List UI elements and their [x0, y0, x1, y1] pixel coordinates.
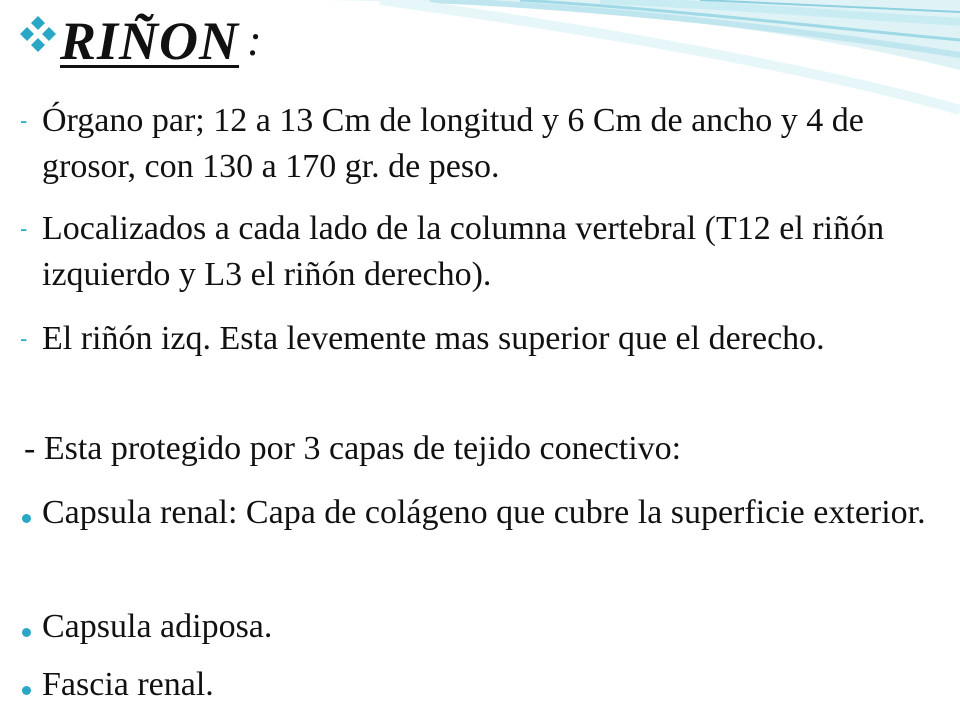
protection-intro-line: - Esta protegido por 3 capas de tejido conectivo:: [24, 430, 682, 467]
slide-title: RIÑON: [60, 11, 240, 71]
dash-bullet: -: [20, 326, 28, 351]
bullet-item: [20, 604, 935, 650]
dash-bullet: -: [20, 108, 28, 133]
dash-item-text: Órgano par; 12 a 13 Cm de longitud y 6 Cm de ancho y 4 de grosor, con 130 a 170 gr. de peso.: [42, 102, 864, 185]
dot-icon: [22, 628, 31, 637]
dot-icon: [22, 514, 31, 523]
title-colon: :: [247, 16, 262, 65]
dash-item-text: El riñón izq. Esta levemente mas superior que el derecho.: [42, 320, 825, 357]
bullet-item-text: Capsula adiposa.: [42, 608, 273, 645]
dash-item: [20, 316, 935, 362]
dash-item: [20, 98, 935, 190]
bullet-dot: [20, 604, 42, 650]
dash-item-text: Localizados a cada lado de la columna vertebral (T12 el riñón izquierdo y L3 el riñón derecho).: [42, 210, 885, 293]
dash-bullet: -: [20, 216, 28, 241]
bullet-item: [20, 662, 935, 708]
dash-item: [20, 206, 935, 298]
bullet-dot: [20, 490, 42, 536]
title-row: [18, 6, 262, 76]
bullet-item-text: Fascia renal.: [42, 666, 214, 703]
bullet-item-text: Capsula renal: Capa de colágeno que cubre la superficie exterior.: [42, 494, 926, 531]
dot-icon: [22, 686, 31, 695]
diamond-flower-bullet-icon: [18, 14, 58, 54]
bullet-item: [20, 490, 935, 536]
bullet-dot: [20, 662, 42, 708]
